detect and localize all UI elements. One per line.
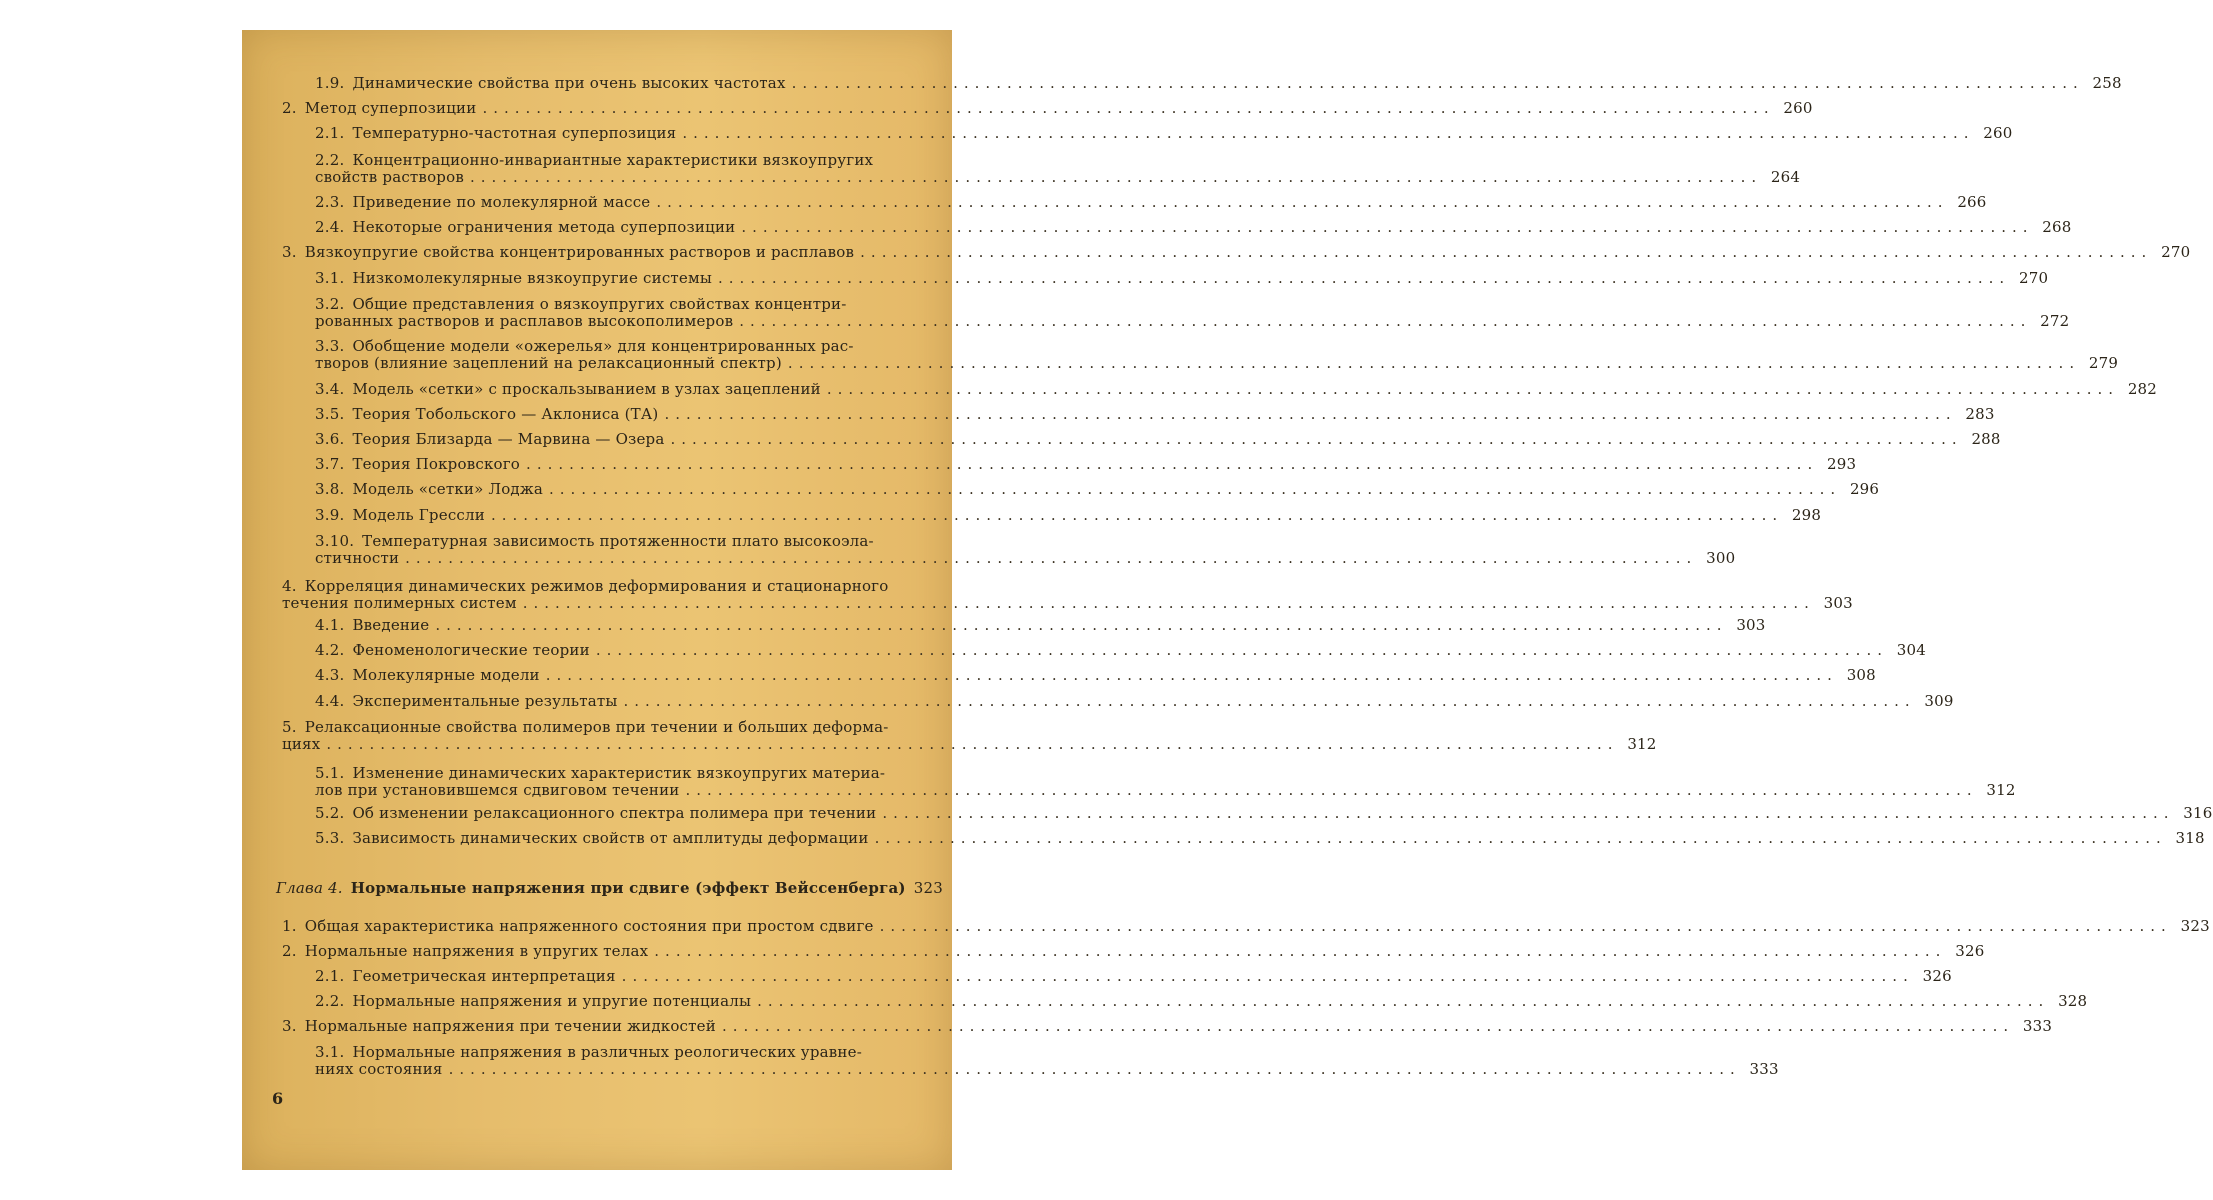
dot-leader: ........................................................................................................................ bbox=[757, 992, 2050, 1010]
toc-page-number: 270 bbox=[2161, 243, 2191, 261]
toc-entry-number: 2.1. bbox=[315, 967, 345, 985]
toc-entry bbox=[315, 455, 1857, 473]
toc-entry-number: 5.3. bbox=[315, 829, 345, 847]
toc-entry-title: лов при установившемся сдвиговом течении bbox=[315, 781, 680, 799]
toc-entry-title: Модель Грессли bbox=[352, 506, 485, 524]
toc-entry bbox=[315, 666, 1876, 684]
toc-entry-title: Температурно-частотная суперпозиция bbox=[352, 124, 677, 142]
dot-leader: ........................................................................................................................ bbox=[656, 193, 1949, 211]
toc-entry bbox=[315, 616, 1766, 634]
toc-entry bbox=[315, 430, 2001, 448]
toc-page-number: 323 bbox=[2180, 917, 2210, 935]
toc-entry-number: 5. bbox=[282, 718, 297, 736]
toc-entry-title: Изменение динамических характеристик вязкоупругих материа- bbox=[352, 764, 886, 782]
dot-leader: ........................................................................................................................ bbox=[595, 641, 1888, 659]
dot-leader: ........................................................................................................................ bbox=[623, 692, 1916, 710]
toc-entry-title: Некоторые ограничения метода суперпозиции bbox=[352, 218, 736, 236]
toc-entry bbox=[315, 692, 1954, 710]
toc-page-number: 333 bbox=[2022, 1017, 2053, 1035]
dot-leader: ........................................................................................................................ bbox=[879, 917, 2172, 935]
toc-entry-number: 4.1. bbox=[315, 616, 345, 634]
toc-entry-number: Глава 4. bbox=[276, 879, 343, 897]
toc-entry-number: 2.3. bbox=[315, 193, 345, 211]
toc-entry bbox=[315, 532, 1736, 567]
dot-leader: ........................................................................................................................ bbox=[682, 124, 1975, 142]
dot-leader: ........................................................................................................................ bbox=[522, 594, 1815, 612]
toc-entry bbox=[315, 1043, 1779, 1078]
toc-entry-title: ниях состояния bbox=[315, 1060, 443, 1078]
toc-page-number: 283 bbox=[1965, 405, 1995, 423]
toc-entry-number: 1.9. bbox=[315, 74, 345, 92]
toc-entry-title: Приведение по молекулярной массе bbox=[352, 193, 651, 211]
toc-entry bbox=[315, 764, 2016, 799]
toc-entry-title: Модель «сетки» с проскальзыванием в узлах зацеплений bbox=[352, 380, 821, 398]
toc-entry-title: Метод суперпозиции bbox=[304, 99, 477, 117]
toc-entry-number: 3.4. bbox=[315, 380, 345, 398]
dot-leader: ........................................................................................................................ bbox=[739, 312, 2032, 330]
toc-page-number: 264 bbox=[1770, 168, 1801, 186]
toc-entry bbox=[282, 718, 1657, 753]
toc-entry-title: Динамические свойства при очень высоких частотах bbox=[352, 74, 786, 92]
dot-leader: ........................................................................................................................ bbox=[874, 829, 2167, 847]
toc-entry-number: 3.10. bbox=[315, 532, 355, 550]
toc-page-number: 272 bbox=[2040, 312, 2070, 330]
dot-leader: ........................................................................................................................ bbox=[741, 218, 2034, 236]
toc-entry bbox=[282, 243, 2191, 261]
dot-leader: ........................................................................................................................ bbox=[545, 666, 1838, 684]
toc-page-number: 266 bbox=[1957, 193, 1987, 211]
toc-entry bbox=[315, 405, 1995, 423]
toc-entry-number: 3. bbox=[282, 1017, 297, 1035]
toc-entry-number: 4.2. bbox=[315, 641, 345, 659]
toc-page-number: 312 bbox=[1986, 781, 2016, 799]
toc-entry-title: Нормальные напряжения при течении жидкостей bbox=[304, 1017, 716, 1035]
dot-leader: ........................................................................................................................ bbox=[685, 781, 1978, 799]
page-number: 6 bbox=[272, 1089, 284, 1108]
toc-entry bbox=[315, 295, 2070, 330]
toc-entry-title: Корреляция динамических режимов деформирования и стационарного bbox=[304, 577, 889, 595]
toc-entry-title: Нормальные напряжения при сдвиге (эффект Вейссенберга) bbox=[350, 879, 906, 897]
dot-leader: ........................................................................................................................ bbox=[787, 354, 2081, 372]
dot-leader: ........................................................................................................................ bbox=[448, 1060, 1741, 1078]
toc-page-number: 288 bbox=[1971, 430, 2001, 448]
toc-entry-number: 3.9. bbox=[315, 506, 345, 524]
toc-entry-number: 1. bbox=[282, 917, 297, 935]
dot-leader: ........................................................................................................................ bbox=[490, 506, 1784, 524]
toc-entry-title: Зависимость динамических свойств от амплитуды деформации bbox=[352, 829, 869, 847]
toc-entry bbox=[315, 74, 2122, 92]
toc-entry bbox=[282, 577, 1853, 612]
dot-leader: ........................................................................................................................ bbox=[326, 735, 1619, 753]
toc-entry-title: Введение bbox=[352, 616, 430, 634]
toc-entry-title: свойств растворов bbox=[315, 168, 464, 186]
toc-entry-number: 2.4. bbox=[315, 218, 345, 236]
toc-entry-title: творов (влияние зацеплений на релаксационный спектр) bbox=[315, 354, 782, 372]
toc-entry bbox=[282, 917, 2210, 935]
toc-entry bbox=[315, 804, 2213, 822]
toc-entry bbox=[315, 506, 1822, 524]
toc-entry-title: Феноменологические теории bbox=[352, 641, 590, 659]
toc-entry-title: Общие представления о вязкоупругих свойствах концентри- bbox=[352, 295, 847, 313]
toc-entry-title: Температурная зависимость протяженности плато высокоэла- bbox=[362, 532, 874, 550]
toc-page-number: 316 bbox=[2183, 804, 2213, 822]
toc-entry bbox=[315, 337, 2119, 372]
toc-entry-title: Релаксационные свойства полимеров при течении и больших деформа- bbox=[304, 718, 889, 736]
toc-page-number: 260 bbox=[1983, 124, 2013, 142]
dot-leader: ........................................................................................................................ bbox=[670, 430, 1963, 448]
dot-leader: ........................................................................................................................ bbox=[435, 616, 1728, 634]
toc-page-number: 282 bbox=[2127, 380, 2158, 398]
toc-page-number: 279 bbox=[2088, 354, 2119, 372]
toc-page-number: 333 bbox=[1749, 1060, 1779, 1078]
toc-entry-title: Вязкоупругие свойства концентрированных растворов и расплавов bbox=[304, 243, 855, 261]
toc-entry-title: Молекулярные модели bbox=[352, 666, 540, 684]
dot-leader: ........................................................................................................................ bbox=[791, 74, 2084, 92]
toc-page-number: 308 bbox=[1846, 666, 1876, 684]
toc-page-number: 303 bbox=[1823, 594, 1853, 612]
toc-entry bbox=[315, 218, 2072, 236]
toc-entry bbox=[315, 124, 2013, 142]
dot-leader: ........................................................................................................................ bbox=[654, 942, 1947, 960]
toc-entry bbox=[282, 1017, 2053, 1035]
toc-entry-number: 3.2. bbox=[315, 295, 345, 313]
toc-entry-number: 5.1. bbox=[315, 764, 345, 782]
dot-leader: ........................................................................................................................ bbox=[882, 804, 2175, 822]
toc-entry-title: Нормальные напряжения в различных реологических уравне- bbox=[352, 1043, 862, 1061]
toc-entry-number: 4.3. bbox=[315, 666, 345, 684]
toc-entry bbox=[282, 99, 1813, 117]
toc-entry-title: Теория Близарда — Марвина — Озера bbox=[352, 430, 665, 448]
toc-page-number: 323 bbox=[913, 879, 943, 897]
toc-entry-number: 3. bbox=[282, 243, 297, 261]
dot-leader: ........................................................................................................................ bbox=[526, 455, 1819, 473]
toc-entry-number: 2.1. bbox=[315, 124, 345, 142]
toc-page-number: 312 bbox=[1627, 735, 1657, 753]
toc-page-number: 268 bbox=[2042, 218, 2072, 236]
dot-leader: ........................................................................................................................ bbox=[826, 380, 2120, 398]
toc-entry bbox=[315, 193, 1987, 211]
toc-page-number: 309 bbox=[1924, 692, 1954, 710]
toc-entry-number: 2.2. bbox=[315, 992, 345, 1010]
toc-entry-title: Концентрационно-инвариантные характеристики вязкоупругих bbox=[352, 151, 874, 169]
toc-entry bbox=[315, 380, 2158, 398]
toc-page-number: 258 bbox=[2092, 74, 2122, 92]
toc-page-number: 296 bbox=[1849, 480, 1880, 498]
toc-page-number: 304 bbox=[1896, 641, 1926, 659]
toc-page-number: 326 bbox=[1922, 967, 1952, 985]
toc-page-number: 270 bbox=[2018, 269, 2049, 287]
dot-leader: ........................................................................................................................ bbox=[621, 967, 1914, 985]
toc-entry bbox=[315, 992, 2088, 1010]
toc-entry bbox=[315, 480, 1880, 498]
toc-entry-title: Об изменении релаксационного спектра полимера при течении bbox=[352, 804, 877, 822]
dot-leader: ........................................................................................................................ bbox=[664, 405, 1957, 423]
toc-entry bbox=[315, 829, 2205, 847]
toc-entry bbox=[315, 269, 2049, 287]
dot-leader: ........................................................................................................................ bbox=[482, 99, 1775, 117]
toc-entry bbox=[315, 967, 1952, 985]
toc-entry-title: циях bbox=[282, 735, 321, 753]
toc-entry-number: 5.2. bbox=[315, 804, 345, 822]
toc-page-number: 293 bbox=[1826, 455, 1857, 473]
toc-page-number: 318 bbox=[2175, 829, 2205, 847]
toc-entry-number: 3.6. bbox=[315, 430, 345, 448]
toc-entry-title: Низкомолекулярные вязкоупругие системы bbox=[352, 269, 713, 287]
toc-page-number: 328 bbox=[2058, 992, 2088, 1010]
dot-leader: ........................................................................................................................ bbox=[718, 269, 2011, 287]
dot-leader: ........................................................................................................................ bbox=[860, 243, 2153, 261]
toc-page-number: 303 bbox=[1736, 616, 1766, 634]
dot-leader: ........................................................................................................................ bbox=[549, 480, 1842, 498]
toc-entry-title: стичности bbox=[315, 549, 400, 567]
toc-entry-number: 4. bbox=[282, 577, 297, 595]
toc-entry-number: 2. bbox=[282, 99, 297, 117]
toc-entry bbox=[282, 942, 1985, 960]
toc-entry-number: 3.3. bbox=[315, 337, 345, 355]
toc-page-number: 326 bbox=[1955, 942, 1985, 960]
toc-page-number: 300 bbox=[1706, 549, 1736, 567]
toc-entry-title: Обобщение модели «ожерелья» для концентрированных рас- bbox=[352, 337, 854, 355]
toc-entry-title: рованных растворов и расплавов высокополимеров bbox=[315, 312, 734, 330]
toc-entry bbox=[315, 151, 1801, 186]
dot-leader: ........................................................................................................................ bbox=[469, 168, 1763, 186]
toc-entry-title: Нормальные напряжения и упругие потенциалы bbox=[352, 992, 752, 1010]
toc-entry-title: Общая характеристика напряженного состояния при простом сдвиге bbox=[304, 917, 874, 935]
toc-entry-number: 3.1. bbox=[315, 1043, 345, 1061]
toc-entry-number: 3.1. bbox=[315, 269, 345, 287]
dot-leader: ........................................................................................................................ bbox=[405, 549, 1698, 567]
toc-page-number: 298 bbox=[1791, 506, 1822, 524]
toc-entry-number: 3.8. bbox=[315, 480, 345, 498]
toc-entry-title: Геометрическая интерпретация bbox=[352, 967, 616, 985]
toc-entry-number: 4.4. bbox=[315, 692, 345, 710]
dot-leader: ........................................................................................................................ bbox=[721, 1017, 2015, 1035]
toc-entry-number: 2.2. bbox=[315, 151, 345, 169]
toc-entry-title: Экспериментальные результаты bbox=[352, 692, 618, 710]
toc-entry-title: Теория Тобольского — Аклониса (ТА) bbox=[352, 405, 659, 423]
toc-page-number: 260 bbox=[1783, 99, 1813, 117]
toc-entry-number: 3.7. bbox=[315, 455, 345, 473]
toc-entry-title: Нормальные напряжения в упругих телах bbox=[304, 942, 649, 960]
toc-entry-title: Модель «сетки» Лоджа bbox=[352, 480, 543, 498]
toc-entry-number: 2. bbox=[282, 942, 297, 960]
toc-entry-title: Теория Покровского bbox=[352, 455, 521, 473]
toc-chapter-heading bbox=[276, 880, 943, 897]
toc-entry-number: 3.5. bbox=[315, 405, 345, 423]
toc-entry bbox=[315, 641, 1926, 659]
toc-entry-title: течения полимерных систем bbox=[282, 594, 517, 612]
